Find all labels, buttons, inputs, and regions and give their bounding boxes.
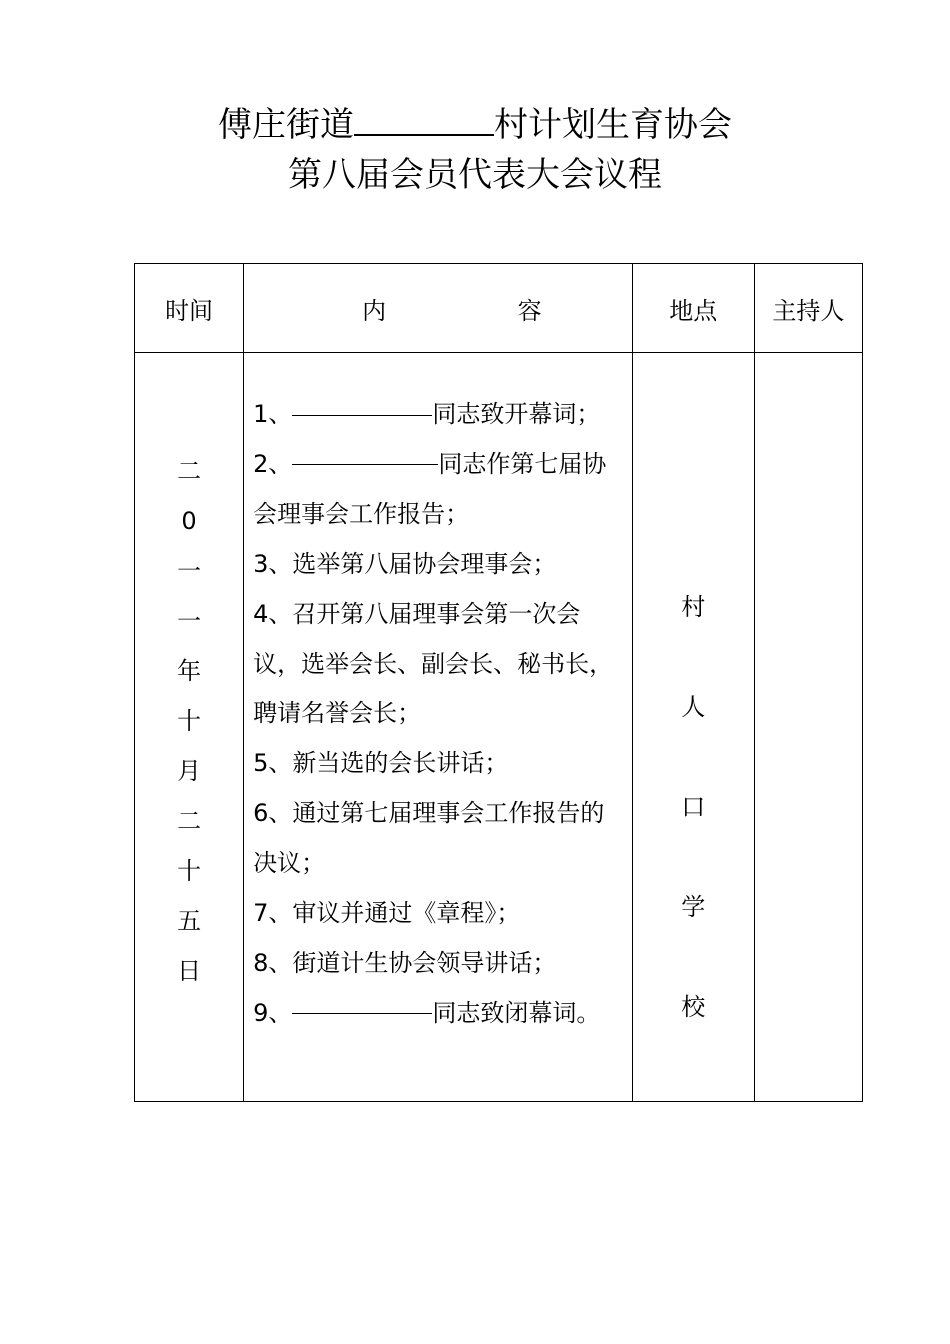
time-char: 十 — [177, 857, 202, 885]
place-char: 口 — [681, 793, 706, 821]
place-char: 校 — [681, 993, 706, 1021]
time-char: 日 — [177, 957, 202, 985]
place-char: 人 — [681, 693, 706, 721]
agenda-item-text: 8、街道计生协会领导讲话； — [253, 948, 557, 977]
place-vertical-text — [633, 353, 754, 1082]
agenda-item — [253, 789, 628, 889]
time-char: 年 — [177, 657, 202, 685]
header-host: 主持人 — [754, 264, 862, 353]
agenda-item — [253, 989, 628, 1039]
agenda-item-text: 同志作第七届协会理事会工作报告； — [253, 449, 607, 528]
name-blank-line — [292, 464, 438, 465]
content-cell — [244, 353, 633, 1102]
agenda-item-text: 5、新当选的会长讲话； — [253, 749, 509, 778]
agenda-item — [253, 390, 628, 440]
agenda-item-text: 6、通过第七届理事会工作报告的决议； — [253, 799, 605, 878]
agenda-item-number: 2、 — [253, 449, 293, 478]
document-title-line-1 — [0, 104, 950, 145]
title-association-name: 村计划生育协会 — [494, 105, 732, 145]
agenda-item-text: 3、选举第八届协会理事会； — [253, 549, 557, 578]
agenda-table — [134, 263, 863, 1102]
agenda-item — [253, 939, 628, 989]
title-street-name: 傅庄街道 — [218, 105, 354, 145]
header-time: 时间 — [135, 264, 244, 353]
time-char: 月 — [177, 757, 202, 785]
place-cell — [632, 353, 754, 1102]
header-content-left: 内 — [362, 296, 387, 325]
time-cell — [135, 353, 244, 1102]
document-title-line-2: 第八届会员代表大会议程 — [288, 155, 662, 195]
time-char: 一 — [177, 607, 202, 635]
agenda-item-text: 4、召开第八届理事会第一次会议，选举会长、副会长、秘书长，聘请名誉会长； — [253, 599, 614, 728]
time-char: 二 — [177, 457, 202, 485]
agenda-item — [253, 540, 628, 590]
agenda-items-list — [244, 353, 632, 1039]
agenda-item-number: 1、 — [253, 400, 293, 428]
time-vertical-text — [135, 353, 243, 996]
time-char: 一 — [177, 557, 202, 585]
agenda-item — [253, 739, 628, 789]
agenda-item-text: 7、审议并通过《章程》； — [253, 899, 521, 928]
place-char: 学 — [681, 893, 706, 921]
header-content-right: 容 — [517, 296, 542, 325]
agenda-item-text: 同志致开幕词； — [432, 400, 601, 428]
time-char: 二 — [177, 807, 202, 835]
name-blank-line — [292, 1013, 432, 1014]
agenda-body-row — [135, 353, 863, 1102]
agenda-item — [253, 590, 628, 740]
place-char: 村 — [681, 593, 706, 621]
name-blank-line — [292, 415, 432, 416]
time-char: 五 — [177, 907, 202, 935]
agenda-item-number: 9、 — [253, 998, 293, 1027]
header-place: 地点 — [632, 264, 754, 353]
agenda-item-text: 同志致闭幕词。 — [432, 998, 601, 1027]
agenda-item — [253, 889, 628, 939]
time-char: 十 — [177, 707, 202, 735]
agenda-header-row — [135, 264, 863, 353]
title-village-blank — [354, 104, 494, 136]
agenda-item — [253, 440, 628, 540]
header-content — [244, 264, 633, 353]
host-cell — [754, 353, 862, 1102]
time-char: 0 — [181, 507, 197, 535]
